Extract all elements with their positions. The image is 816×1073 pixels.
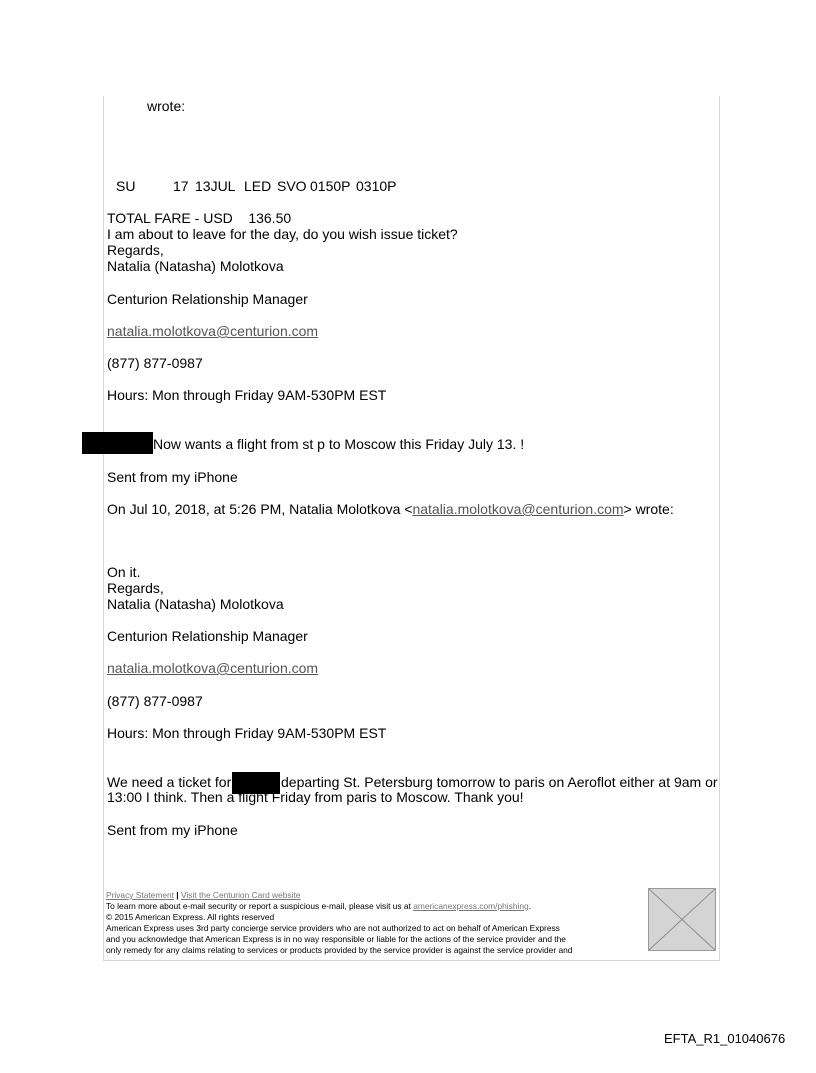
need-ticket-part2: departing St. Petersburg tomorrow to paris on Aeroflot either at 9am or xyxy=(281,774,718,790)
disclaimer-line1: American Express uses 3rd party concierge service providers who are not authorized to act on behalf of American Express xyxy=(106,923,560,933)
flight-airline: SU xyxy=(116,178,136,194)
sent-from-iphone-2: Sent from my iPhone xyxy=(107,822,238,838)
flight-arrive: 0310P xyxy=(356,178,397,194)
flight-depart: 0150P xyxy=(310,178,351,194)
flight-date: 13JUL xyxy=(195,178,236,194)
disclaimer-line3: only remedy for any claims relating to services or products provided by the service provider is against the service provider and xyxy=(106,945,573,955)
visit-centurion-link[interactable]: Visit the Centurion Card website xyxy=(180,890,301,900)
flight-from: LED xyxy=(244,178,272,194)
sent-from-iphone-1: Sent from my iPhone xyxy=(107,469,238,485)
need-ticket-part1: We need a ticket for xyxy=(107,774,232,790)
sender-hours-2: Hours: Mon through Friday 9AM-530PM EST xyxy=(107,725,387,741)
quote-header: On Jul 10, 2018, at 5:26 PM, Natalia Molotkova <natalia.molotkova@centurion.com> wrote: xyxy=(107,501,674,517)
sender-phone-2: (877) 877-0987 xyxy=(107,693,203,709)
document-id: EFTA_R1_01040676 xyxy=(664,1031,786,1046)
regards-1: Regards, xyxy=(107,242,164,258)
flight-to: SVO xyxy=(277,178,307,194)
regards-2: Regards, xyxy=(107,580,164,596)
on-it: On it. xyxy=(107,564,141,580)
quote-email-link[interactable]: natalia.molotkova@centurion.com xyxy=(412,501,624,517)
redaction-block xyxy=(82,432,153,454)
sender-name-2: Natalia (Natasha) Molotkova xyxy=(107,596,284,612)
need-ticket-line2: 13:00 I think. Then a flight Friday from paris to Moscow. Thank you! xyxy=(107,789,524,805)
request-line: Now wants a flight from st p to Moscow this Friday July 13. ! xyxy=(153,436,525,452)
sender-name-1: Natalia (Natasha) Molotkova xyxy=(107,258,284,274)
privacy-statement-link[interactable]: Privacy Statement xyxy=(106,890,174,900)
total-fare: TOTAL FARE - USD 136.50 xyxy=(107,210,292,226)
wrote-text: wrote: xyxy=(147,98,186,114)
sender-title-1: Centurion Relationship Manager xyxy=(107,291,308,307)
sender-title-2: Centurion Relationship Manager xyxy=(107,628,308,644)
broken-image-placeholder xyxy=(648,888,716,951)
disclaimer-links: Privacy Statement | Visit the Centurion Card website xyxy=(106,890,301,900)
disclaimer-copyright: © 2015 American Express. All rights reserved xyxy=(106,912,275,922)
phishing-link[interactable]: americanexpress.com/phishing xyxy=(413,901,529,911)
disclaimer-line2: and you acknowledge that American Express is in no way responsible or liable for the actions of the service provider and the xyxy=(106,934,566,944)
sender-email-link-1[interactable]: natalia.molotkova@centurion.com xyxy=(107,323,319,339)
disclaimer-security: To learn more about e-mail security or report a suspicious e-mail, please visit us at americanexpress.com/phishing. xyxy=(106,901,531,911)
sender-phone-1: (877) 877-0987 xyxy=(107,355,203,371)
flight-number: 17 xyxy=(173,178,189,194)
ask-line: I am about to leave for the day, do you wish issue ticket? xyxy=(107,226,458,242)
image-placeholder-icon xyxy=(649,889,715,950)
sender-hours-1: Hours: Mon through Friday 9AM-530PM EST xyxy=(107,387,387,403)
sender-email-link-2[interactable]: natalia.molotkova@centurion.com xyxy=(107,660,319,676)
